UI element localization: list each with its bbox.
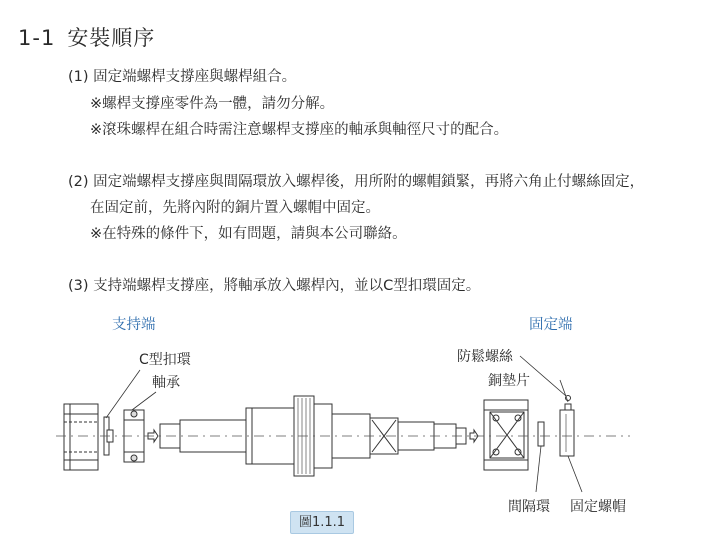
fixed-nut-label: 固定螺帽 — [570, 499, 626, 515]
copper-piece-label: 銅墊片 — [488, 373, 530, 389]
spacer-label: 間隔環 — [508, 499, 550, 515]
fixed-end-heading: 固定端 — [529, 317, 573, 333]
spacer-part — [538, 422, 544, 446]
step-2-marker: (2) — [68, 174, 89, 190]
step-2-line-3: ※在特殊的條件下，如有問題，請與本公司聯絡。 — [90, 226, 407, 242]
fixed-nut-part — [560, 396, 574, 457]
step-2-text-1: 固定端螺桿支撐座與間隔環放入螺桿後，用所附的螺帽鎖緊，再將六角止付螺絲固定， — [93, 174, 645, 190]
fixed-end-housing — [484, 400, 528, 470]
bearing-label: 軸承 — [152, 375, 180, 391]
step-1-line-2: ※螺桿支撐座零件為一體，請勿分解。 — [90, 96, 335, 112]
step-3-marker: (3) — [68, 278, 89, 294]
step-1-text-1: 固定端螺桿支撐座與螺桿組合。 — [93, 69, 297, 85]
step-1-line-3: ※滾珠螺桿在組合時需注意螺桿支撐座的軸承與軸徑尺寸的配合。 — [90, 122, 509, 138]
section-number: 1-1 — [18, 26, 56, 50]
section-title-text: 安裝順序 — [67, 26, 156, 50]
support-end-housing — [64, 404, 98, 470]
step-2-line-2: 在固定前，先將內附的銅片置入螺帽中固定。 — [90, 200, 380, 216]
c-ring-label: C型扣環 — [139, 352, 191, 368]
support-end-heading: 支持端 — [112, 317, 156, 333]
step-1-marker: (1) — [68, 69, 89, 85]
figure-caption: 圖1.1.1 — [290, 511, 354, 534]
step-3-text-1: 支持端螺桿支撐座，將軸承放入螺桿內，並以C型扣環固定。 — [93, 278, 481, 294]
lock-screw-label: 防鬆螺絲 — [457, 349, 513, 365]
